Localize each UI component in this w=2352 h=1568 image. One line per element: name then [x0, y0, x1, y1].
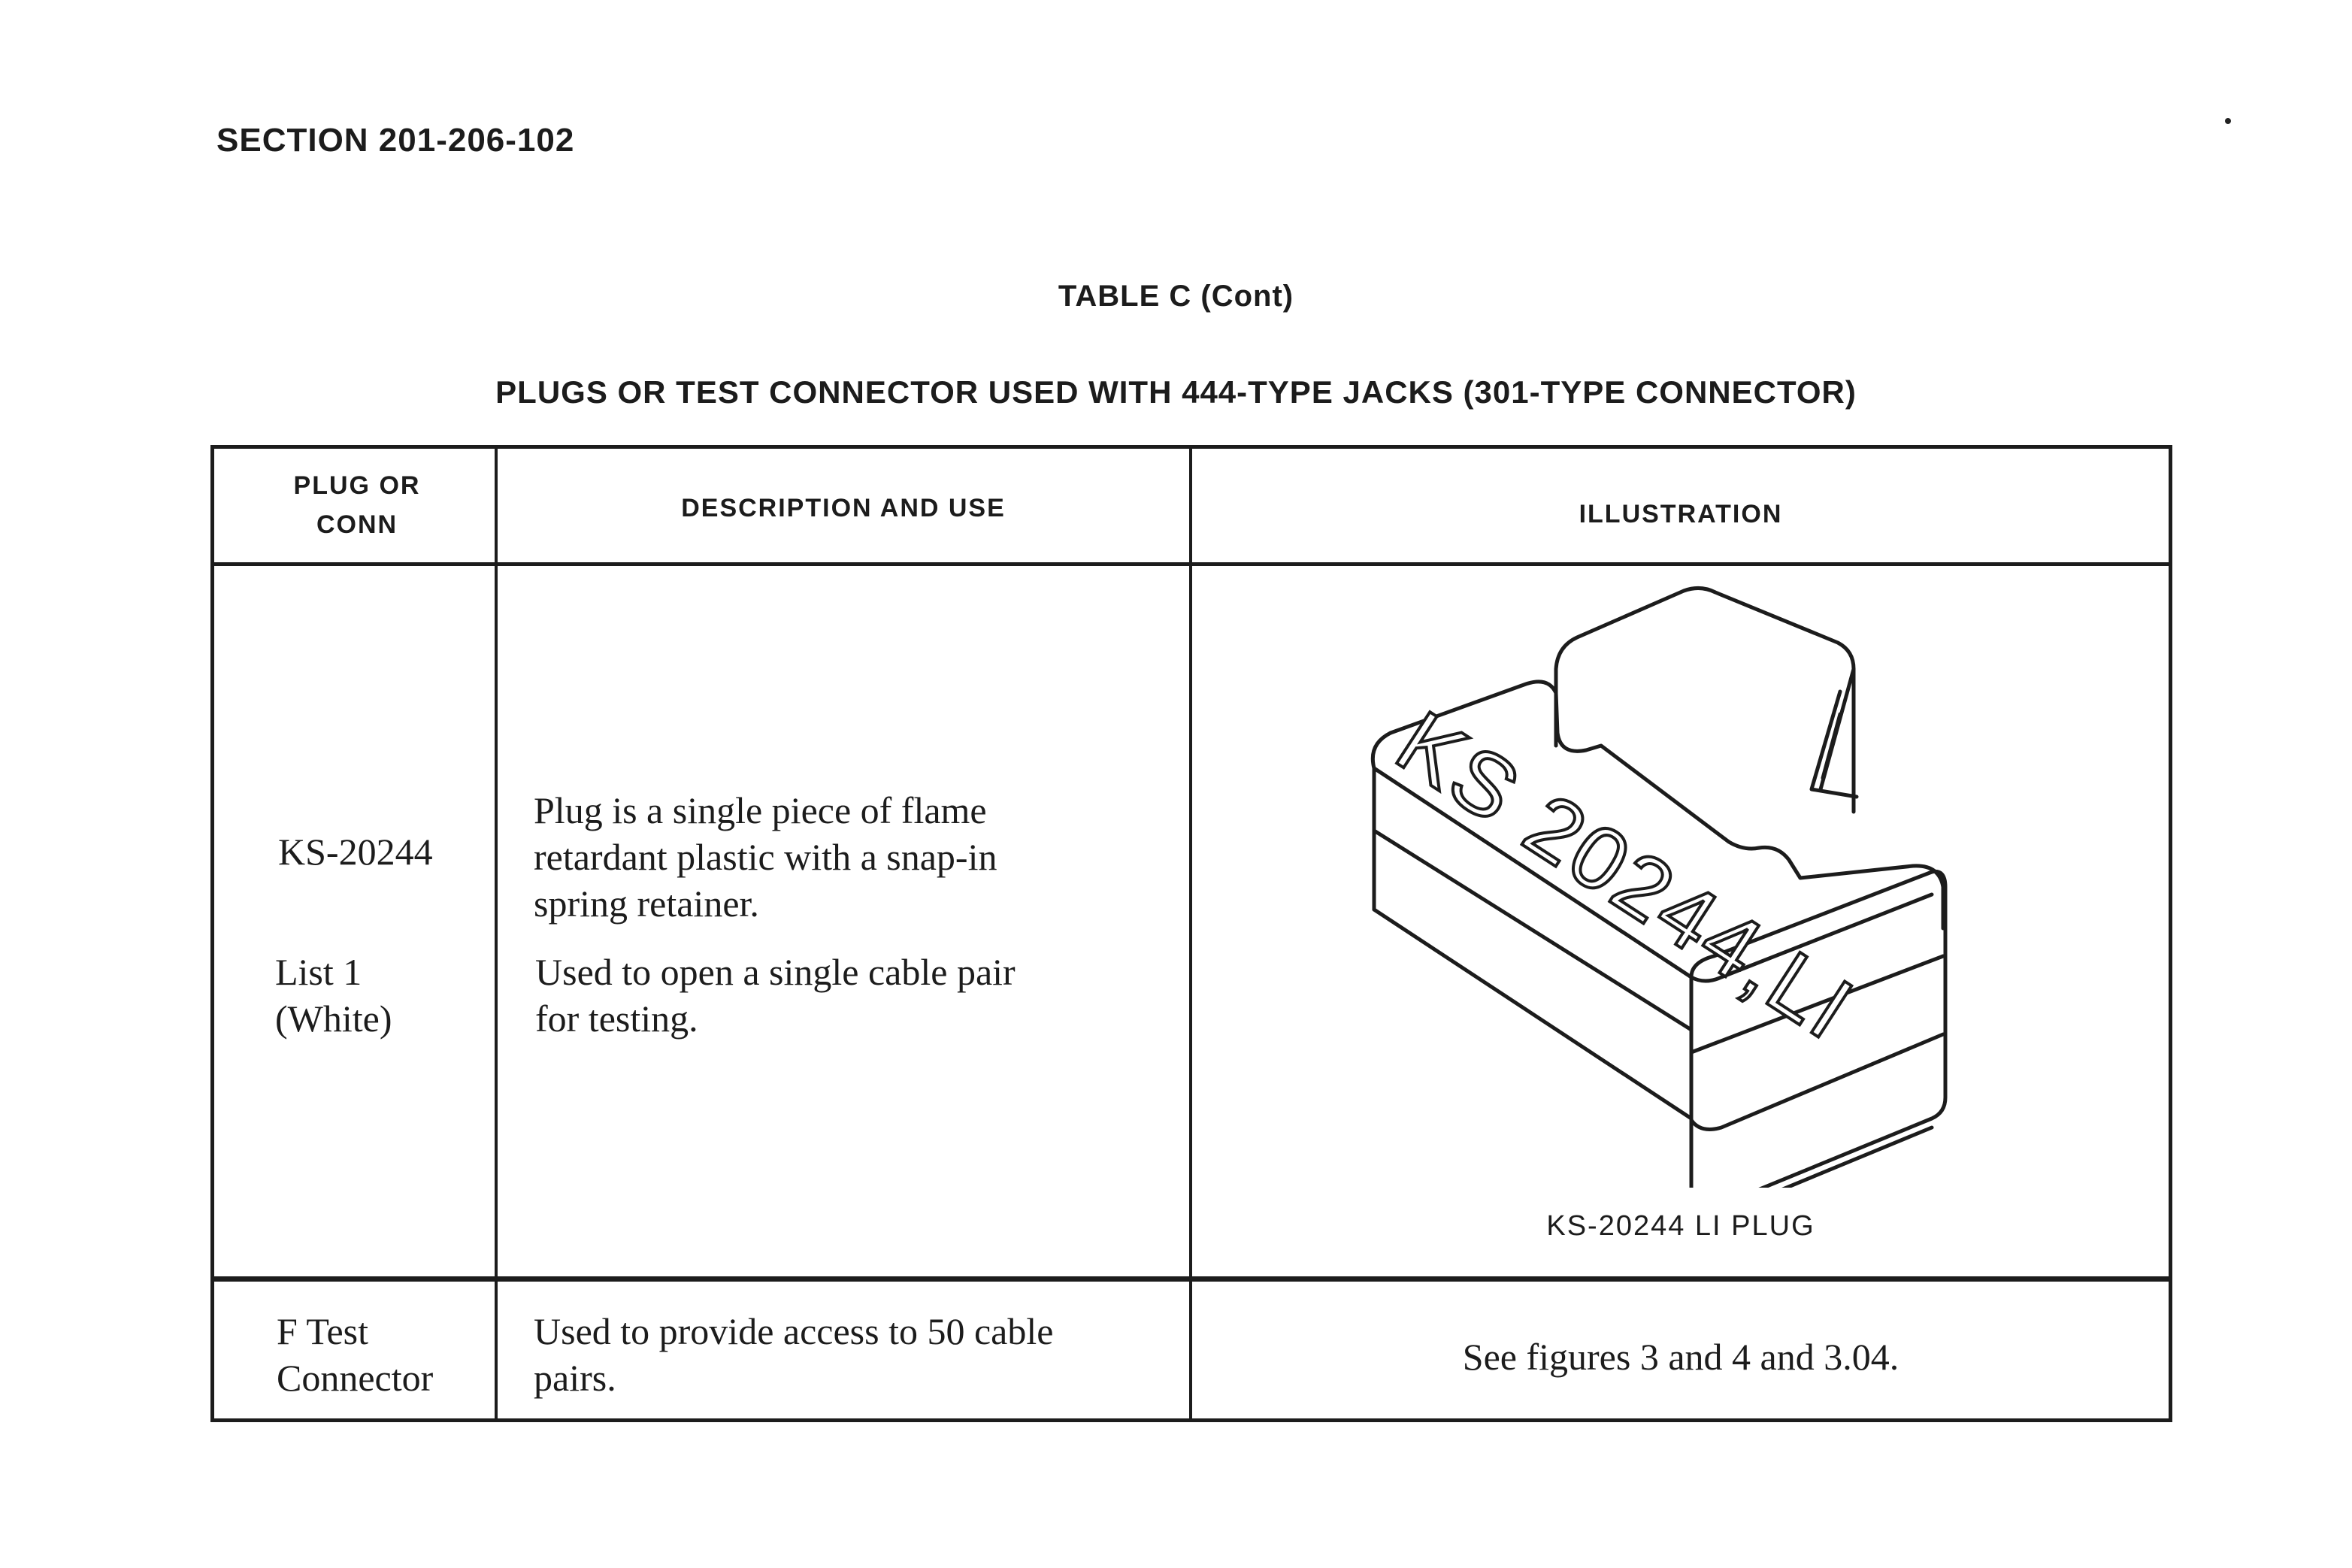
row1-desc-line5: for testing. [535, 997, 698, 1040]
row1-list-line1: List 1 [275, 951, 362, 993]
row1-list-line2: (White) [275, 997, 392, 1040]
row1-illustration-caption: KS-20244 LI PLUG [1546, 1210, 1815, 1242]
row1-description-para1 [534, 787, 997, 927]
table-subtitle: PLUGS OR TEST CONNECTOR USED WITH 444-TYPE JACKS (301-TYPE CONNECTOR) [495, 374, 1857, 410]
row1-list [275, 949, 392, 1042]
row2-plug-line2: Connector [277, 1357, 434, 1399]
column-divider-2 [1189, 445, 1192, 1422]
row2-plug-line1: F Test [277, 1310, 368, 1352]
section-header: SECTION 201-206-102 [216, 122, 575, 159]
column-header-illustration: ILLUSTRATION [1579, 500, 1783, 528]
row2-desc-line1: Used to provide access to 50 cable [534, 1310, 1054, 1352]
column-header-plug-line1: PLUG OR [293, 471, 421, 500]
row1-desc-line3: spring retainer. [534, 882, 759, 925]
row1-desc-line2: retardant plastic with a snap-in [534, 836, 997, 878]
plug-illustration [1338, 571, 2030, 1188]
row1-desc-line4: Used to open a single cable pair [535, 951, 1016, 993]
table-title: TABLE C (Cont) [1058, 280, 1294, 313]
column-header-plug-line2: CONN [316, 510, 398, 539]
illustration-part-label: KS 20244,LI [1379, 692, 1872, 1060]
row1-plug-name: KS-20244 [278, 831, 433, 873]
row2-desc-line2: pairs. [534, 1357, 616, 1399]
column-header-plug-or-conn [218, 466, 496, 544]
column-header-description: DESCRIPTION AND USE [681, 494, 1006, 522]
scan-speck [2225, 118, 2231, 124]
row1-desc-line1: Plug is a single piece of flame [534, 789, 987, 831]
row1-description-para2 [535, 949, 1016, 1042]
row2-illustration-reference: See figures 3 and 4 and 3.04. [1462, 1336, 1899, 1378]
row2-plug-name [277, 1308, 433, 1401]
column-divider-1 [495, 445, 498, 1422]
row2-description [534, 1308, 1053, 1401]
